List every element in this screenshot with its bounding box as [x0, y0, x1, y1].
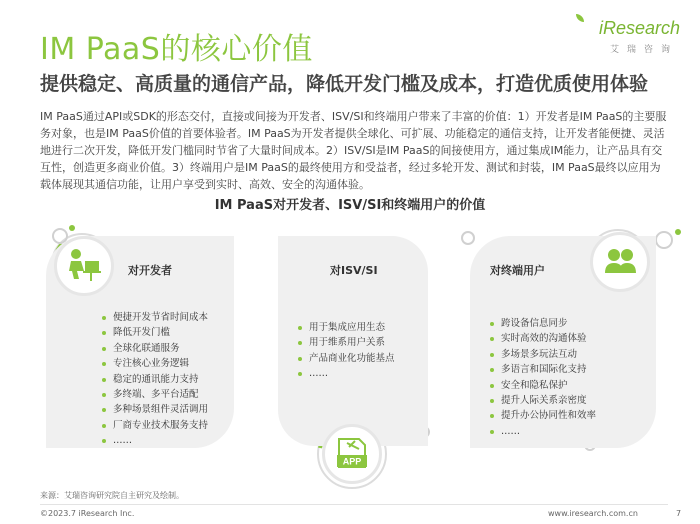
list-item: 多语言和国际化支持 [488, 362, 596, 377]
list-item: 产品商业化功能基点 [296, 351, 395, 366]
intro-paragraph: IM PaaS通过API或SDK的形态交付，直接或间接为开发者、ISV/SI和终端用户带来了丰富的价值：1）开发者是IM PaaS的主要服务对象，也是IM PaaS价值的首要体验者。IM PaaS为开发者提供全球化、可扩展、功能稳定的通信支持，让开发者能便捷、灵活地进行二次开发，降低开发门槛同时节省了大量时间成本。2）ISV/SI是IM PaaS的间接使用方，通过集成IM能力，让产品具有交互性，创造更多商业价值。3）终端用户是IM PaaS的最终使用方和受益者，经过多轮开发、测试和封装，IM PaaS最终以应用为载体展现其通信功能，让用户享受到实时、高效、安全的沟通体验。 [40, 110, 667, 191]
list-item: 多终端、多平台适配 [100, 387, 208, 402]
page-number: 7 [676, 509, 682, 518]
list-item: 厂商专业技术服务支持 [100, 418, 208, 433]
isv-si-icon-circle [322, 424, 382, 484]
logo-leaf-icon [576, 14, 584, 22]
list-item: …… [296, 366, 395, 381]
end-user-icon-circle [590, 232, 650, 292]
developer-at-desk-icon [57, 239, 111, 293]
list-item: 实时高效的沟通体验 [488, 331, 596, 346]
developer-value-list [100, 310, 208, 449]
iresearch-logo [568, 18, 680, 54]
users-icon [593, 235, 647, 289]
list-item: 稳定的通讯能力支持 [100, 372, 208, 387]
list-item: …… [100, 433, 208, 448]
list-item: 专注核心业务逻辑 [100, 356, 208, 371]
footer-divider [40, 504, 668, 505]
developer-card-title: 对开发者 [128, 264, 172, 277]
list-item: 全球化联通服务 [100, 341, 208, 356]
section-title: IM PaaS对开发者、ISV/SI和终端用户的价值 [214, 198, 486, 213]
source-note: 来源：艾瑞咨询研究院自主研究及绘制。 [40, 491, 184, 500]
list-item: 提升人际关系亲密度 [488, 393, 596, 408]
list-item: 多场景多玩法互动 [488, 347, 596, 362]
logo-brand: iResearch [598, 18, 680, 38]
app-icon [325, 427, 379, 481]
copyright: ©2023.7 iResearch Inc. [40, 509, 135, 518]
list-item: 跨设备信息同步 [488, 316, 596, 331]
website-link[interactable]: www.iresearch.com.cn [548, 509, 638, 518]
developer-icon-circle [54, 236, 114, 296]
page-title: IM PaaS的核心价值 [40, 32, 313, 67]
list-item: 降低开发门槛 [100, 325, 208, 340]
list-item: …… [488, 424, 596, 439]
list-item: 安全和隐私保护 [488, 378, 596, 393]
page-subtitle: 提供稳定、高质量的通信产品，降低开发门槛及成本，打造优质使用体验 [40, 73, 649, 95]
list-item: 用于集成应用生态 [296, 320, 395, 335]
app-icon-label: APP [342, 456, 362, 467]
end-user-value-list [488, 316, 596, 439]
list-item: 提升办公协同性和效率 [488, 408, 596, 423]
logo-brand-cn: 艾瑞咨询 [609, 45, 678, 55]
isv-si-value-list [296, 320, 395, 382]
isv-si-card-title: 对ISV/SI [330, 264, 378, 277]
end-user-card-title: 对终端用户 [490, 264, 545, 277]
list-item: 多种场景组件灵活调用 [100, 402, 208, 417]
list-item: 便捷开发节省时间成本 [100, 310, 208, 325]
list-item: 用于维系用户关系 [296, 335, 395, 350]
